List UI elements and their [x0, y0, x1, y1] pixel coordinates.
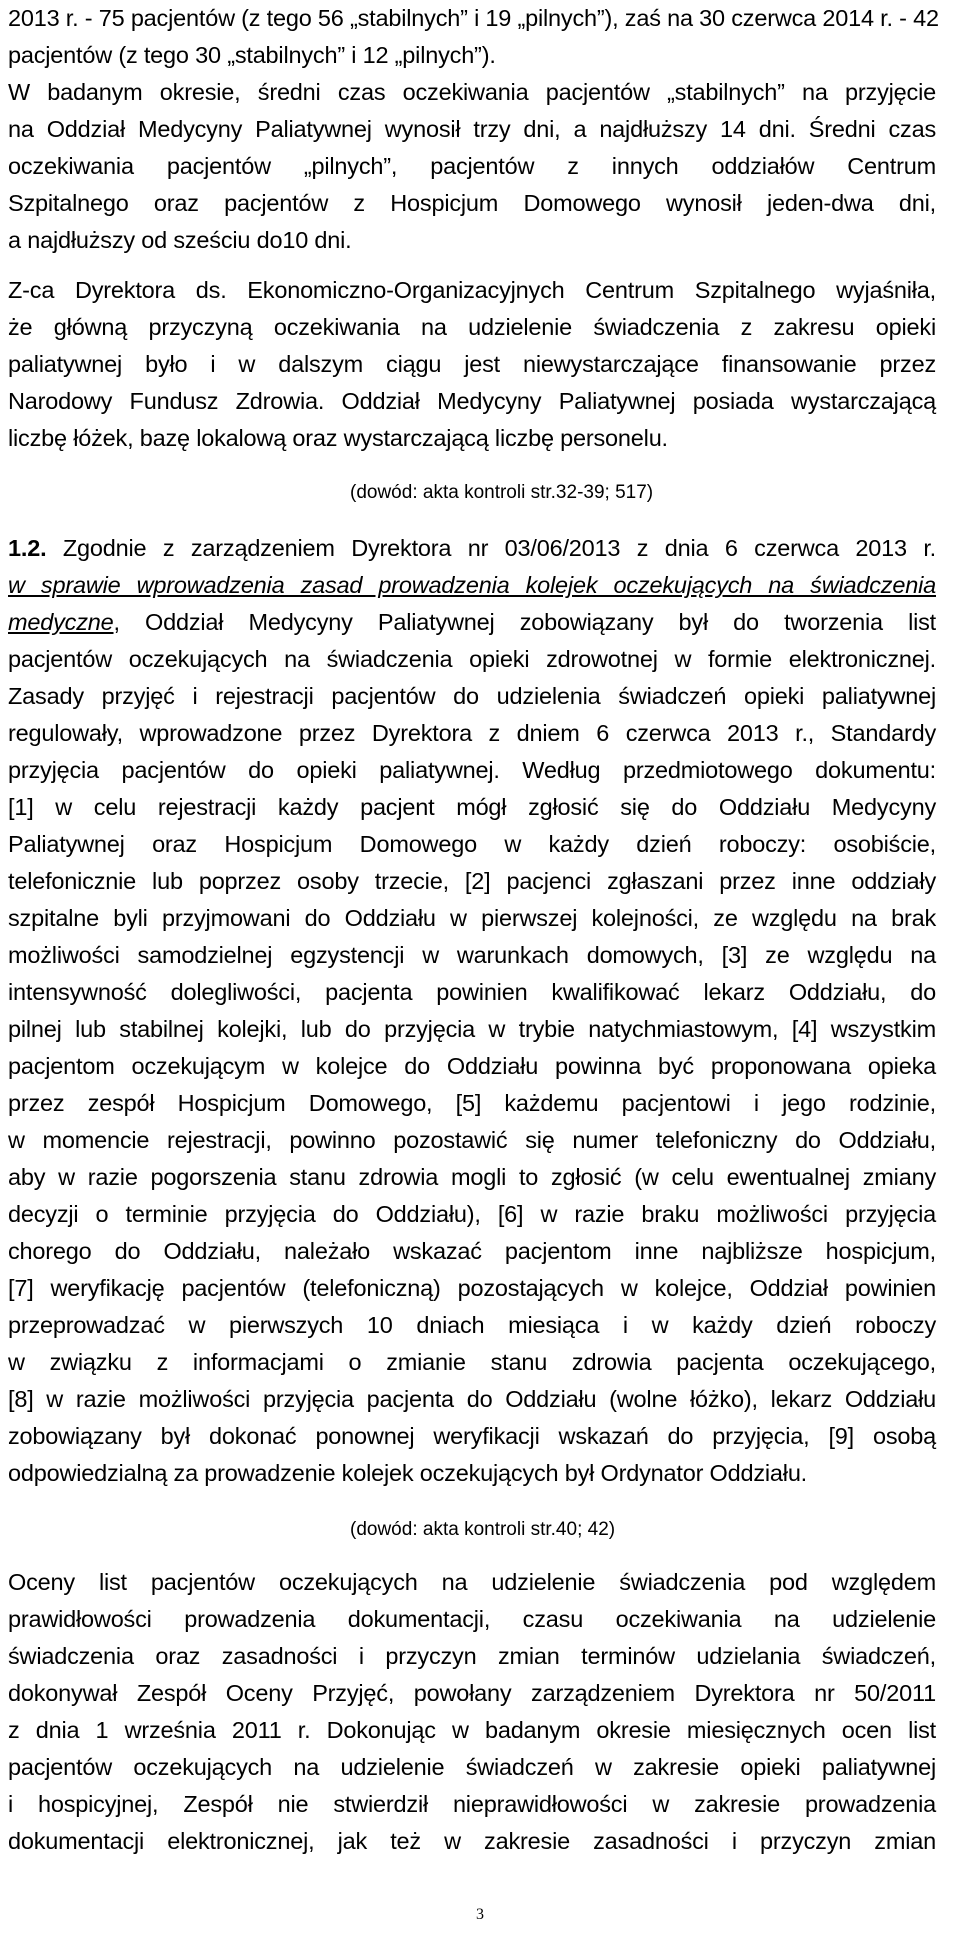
text-line: decyzji o terminie przyjęcia do Oddziału), [6] w razie braku możliwości przyjęcia	[8, 1201, 936, 1227]
text-line: pacjentów (z tego 30 „stabilnych” i 12 „pilnych”).	[8, 42, 496, 68]
text-line: dokumentacji elektronicznej, jak też w zakresie zasadności i przyczyn zmian	[8, 1828, 936, 1854]
text-line: Paliatywnej oraz Hospicjum Domowego w każdy dzień roboczy: osobiście,	[8, 831, 936, 857]
text-line: pilnej lub stabilnej kolejki, lub do przyjęcia w trybie natychmiastowym, [4] wszystkim	[8, 1016, 936, 1042]
evidence-reference: (dowód: akta kontroli str.32-39; 517)	[350, 482, 654, 503]
text-line: aby w razie pogorszenia stanu zdrowia mogli to zgłosić (w celu ewentualnej zmiany	[8, 1164, 936, 1190]
text-line: telefonicznie lub poprzez osoby trzecie, [2] pacjenci zgłaszani przez inne oddziały	[8, 868, 936, 894]
text-line: prawidłowości prowadzenia dokumentacji, czasu oczekiwania na udzielenie	[8, 1606, 936, 1632]
section-number: 1.2.	[8, 535, 47, 561]
text-line	[8, 604, 936, 641]
text-line: z dnia 1 września 2011 r. Dokonując w badanym okresie miesięcznych ocen list	[8, 1717, 936, 1743]
text-line: w momencie rejestracji, powinno pozostawić się numer telefoniczny do Oddziału,	[8, 1127, 936, 1153]
text-line: Oceny list pacjentów oczekujących na udzielenie świadczenia pod względem	[8, 1569, 936, 1595]
text-line: że główną przyczyną oczekiwania na udzielenie świadczenia z zakresu opieki	[8, 314, 936, 340]
text-line: [7] weryfikację pacjentów (telefoniczną) pozostających w kolejce, Oddział powinien	[8, 1275, 936, 1301]
text-line: świadczenia oraz zasadności i przyczyn zmian terminów udzielania świadczeń,	[8, 1643, 936, 1669]
text-line: [1] w celu rejestracji każdy pacjent mógł zgłosić się do Oddziału Medycyny	[8, 794, 936, 820]
text-line: dokonywał Zespół Oceny Przyjęć, powołany zarządzeniem Dyrektora nr 50/2011	[8, 1680, 936, 1706]
text-line: zobowiązany był dokonać ponownej weryfikacji wskazań do przyjęcia, [9] osobą	[8, 1423, 936, 1449]
text-line: W badanym okresie, średni czas oczekiwania pacjentów „stabilnych” na przyjęcie	[8, 79, 936, 105]
text-line: w związku z informacjami o zmianie stanu zdrowia pacjenta oczekującego,	[8, 1349, 936, 1375]
text-line: pacjentów oczekujących na udzielenie świadczeń w zakresie opieki paliatywnej	[8, 1754, 936, 1780]
text-line: Szpitalnego oraz pacjentów z Hospicjum Domowego wynosił jeden-dwa dni,	[8, 190, 936, 216]
text-line: oczekiwania pacjentów „pilnych”, pacjentów z innych oddziałów Centrum	[8, 153, 936, 179]
text-line: Narodowy Fundusz Zdrowia. Oddział Medycyny Paliatywnej posiada wystarczającą	[8, 388, 936, 414]
text-span: Zgodnie z zarządzeniem Dyrektora nr 03/06/2013 z dnia 6 czerwca 2013 r.	[46, 535, 936, 561]
section-heading-line	[8, 530, 936, 567]
text-line: Z-ca Dyrektora ds. Ekonomiczno-Organizacyjnych Centrum Szpitalnego wyjaśniła,	[8, 277, 936, 303]
text-line: i hospicyjnej, Zespół nie stwierdził nieprawidłowości w zakresie prowadzenia	[8, 1791, 936, 1817]
text-line: na Oddział Medycyny Paliatywnej wynosił trzy dni, a najdłuższy 14 dni. Średni czas	[8, 116, 936, 142]
text-line: przez zespół Hospicjum Domowego, [5] każdemu pacjentowi i jego rodzinie,	[8, 1090, 936, 1116]
regulation-title-end: medyczne	[8, 609, 114, 635]
text-line: intensywność dolegliwości, pacjenta powinien kwalifikować lekarz Oddziału, do	[8, 979, 936, 1005]
text-line: pacjentów oczekujących na świadczenia opieki zdrowotnej w formie elektronicznej.	[8, 646, 936, 672]
text-line: regulowały, wprowadzone przez Dyrektora z dniem 6 czerwca 2013 r., Standardy	[8, 720, 936, 746]
text-line: liczbę łóżek, bazę lokalową oraz wystarczającą liczbę personelu.	[8, 425, 668, 451]
text-line: a najdłuższy od sześciu do10 dni.	[8, 227, 352, 253]
text-line: odpowiedzialną za prowadzenie kolejek oczekujących był Ordynator Oddziału.	[8, 1460, 808, 1486]
text-line: pacjentom oczekującym w kolejce do Oddziału powinna być proponowana opieka	[8, 1053, 936, 1079]
text-line: paliatywnej było i w dalszym ciągu jest niewystarczające finansowanie przez	[8, 351, 936, 377]
regulation-title-line: w sprawie wprowadzenia zasad prowadzenia kolejek oczekujących na świadczenia	[8, 572, 936, 598]
text-line: możliwości samodzielnej egzystencji w warunkach domowych, [3] ze względu na	[8, 942, 936, 968]
page-number: 3	[476, 1906, 484, 1923]
text-line: Zasady przyjęć i rejestracji pacjentów do udzielenia świadczeń opieki paliatywnej	[8, 683, 936, 709]
text-line: przyjęcia pacjentów do opieki paliatywnej. Według przedmiotowego dokumentu:	[8, 757, 936, 783]
text-span: , Oddział Medycyny Paliatywnej zobowiązany był do tworzenia list	[113, 609, 936, 635]
text-line: chorego do Oddziału, należało wskazać pacjentom inne najbliższe hospicjum,	[8, 1238, 936, 1264]
text-line: [8] w razie możliwości przyjęcia pacjenta do Oddziału (wolne łóżko), lekarz Oddziału	[8, 1386, 936, 1412]
text-line: przeprowadzać w pierwszych 10 dniach miesiąca i w każdy dzień roboczy	[8, 1312, 936, 1338]
text-line: szpitalne byli przyjmowani do Oddziału w pierwszej kolejności, ze względu na brak	[8, 905, 936, 931]
evidence-reference: (dowód: akta kontroli str.40; 42)	[350, 1519, 616, 1540]
text-line: 2013 r. - 75 pacjentów (z tego 56 „stabilnych” i 19 „pilnych”), zaś na 30 czerwca 2014 r. - 42	[8, 5, 939, 31]
